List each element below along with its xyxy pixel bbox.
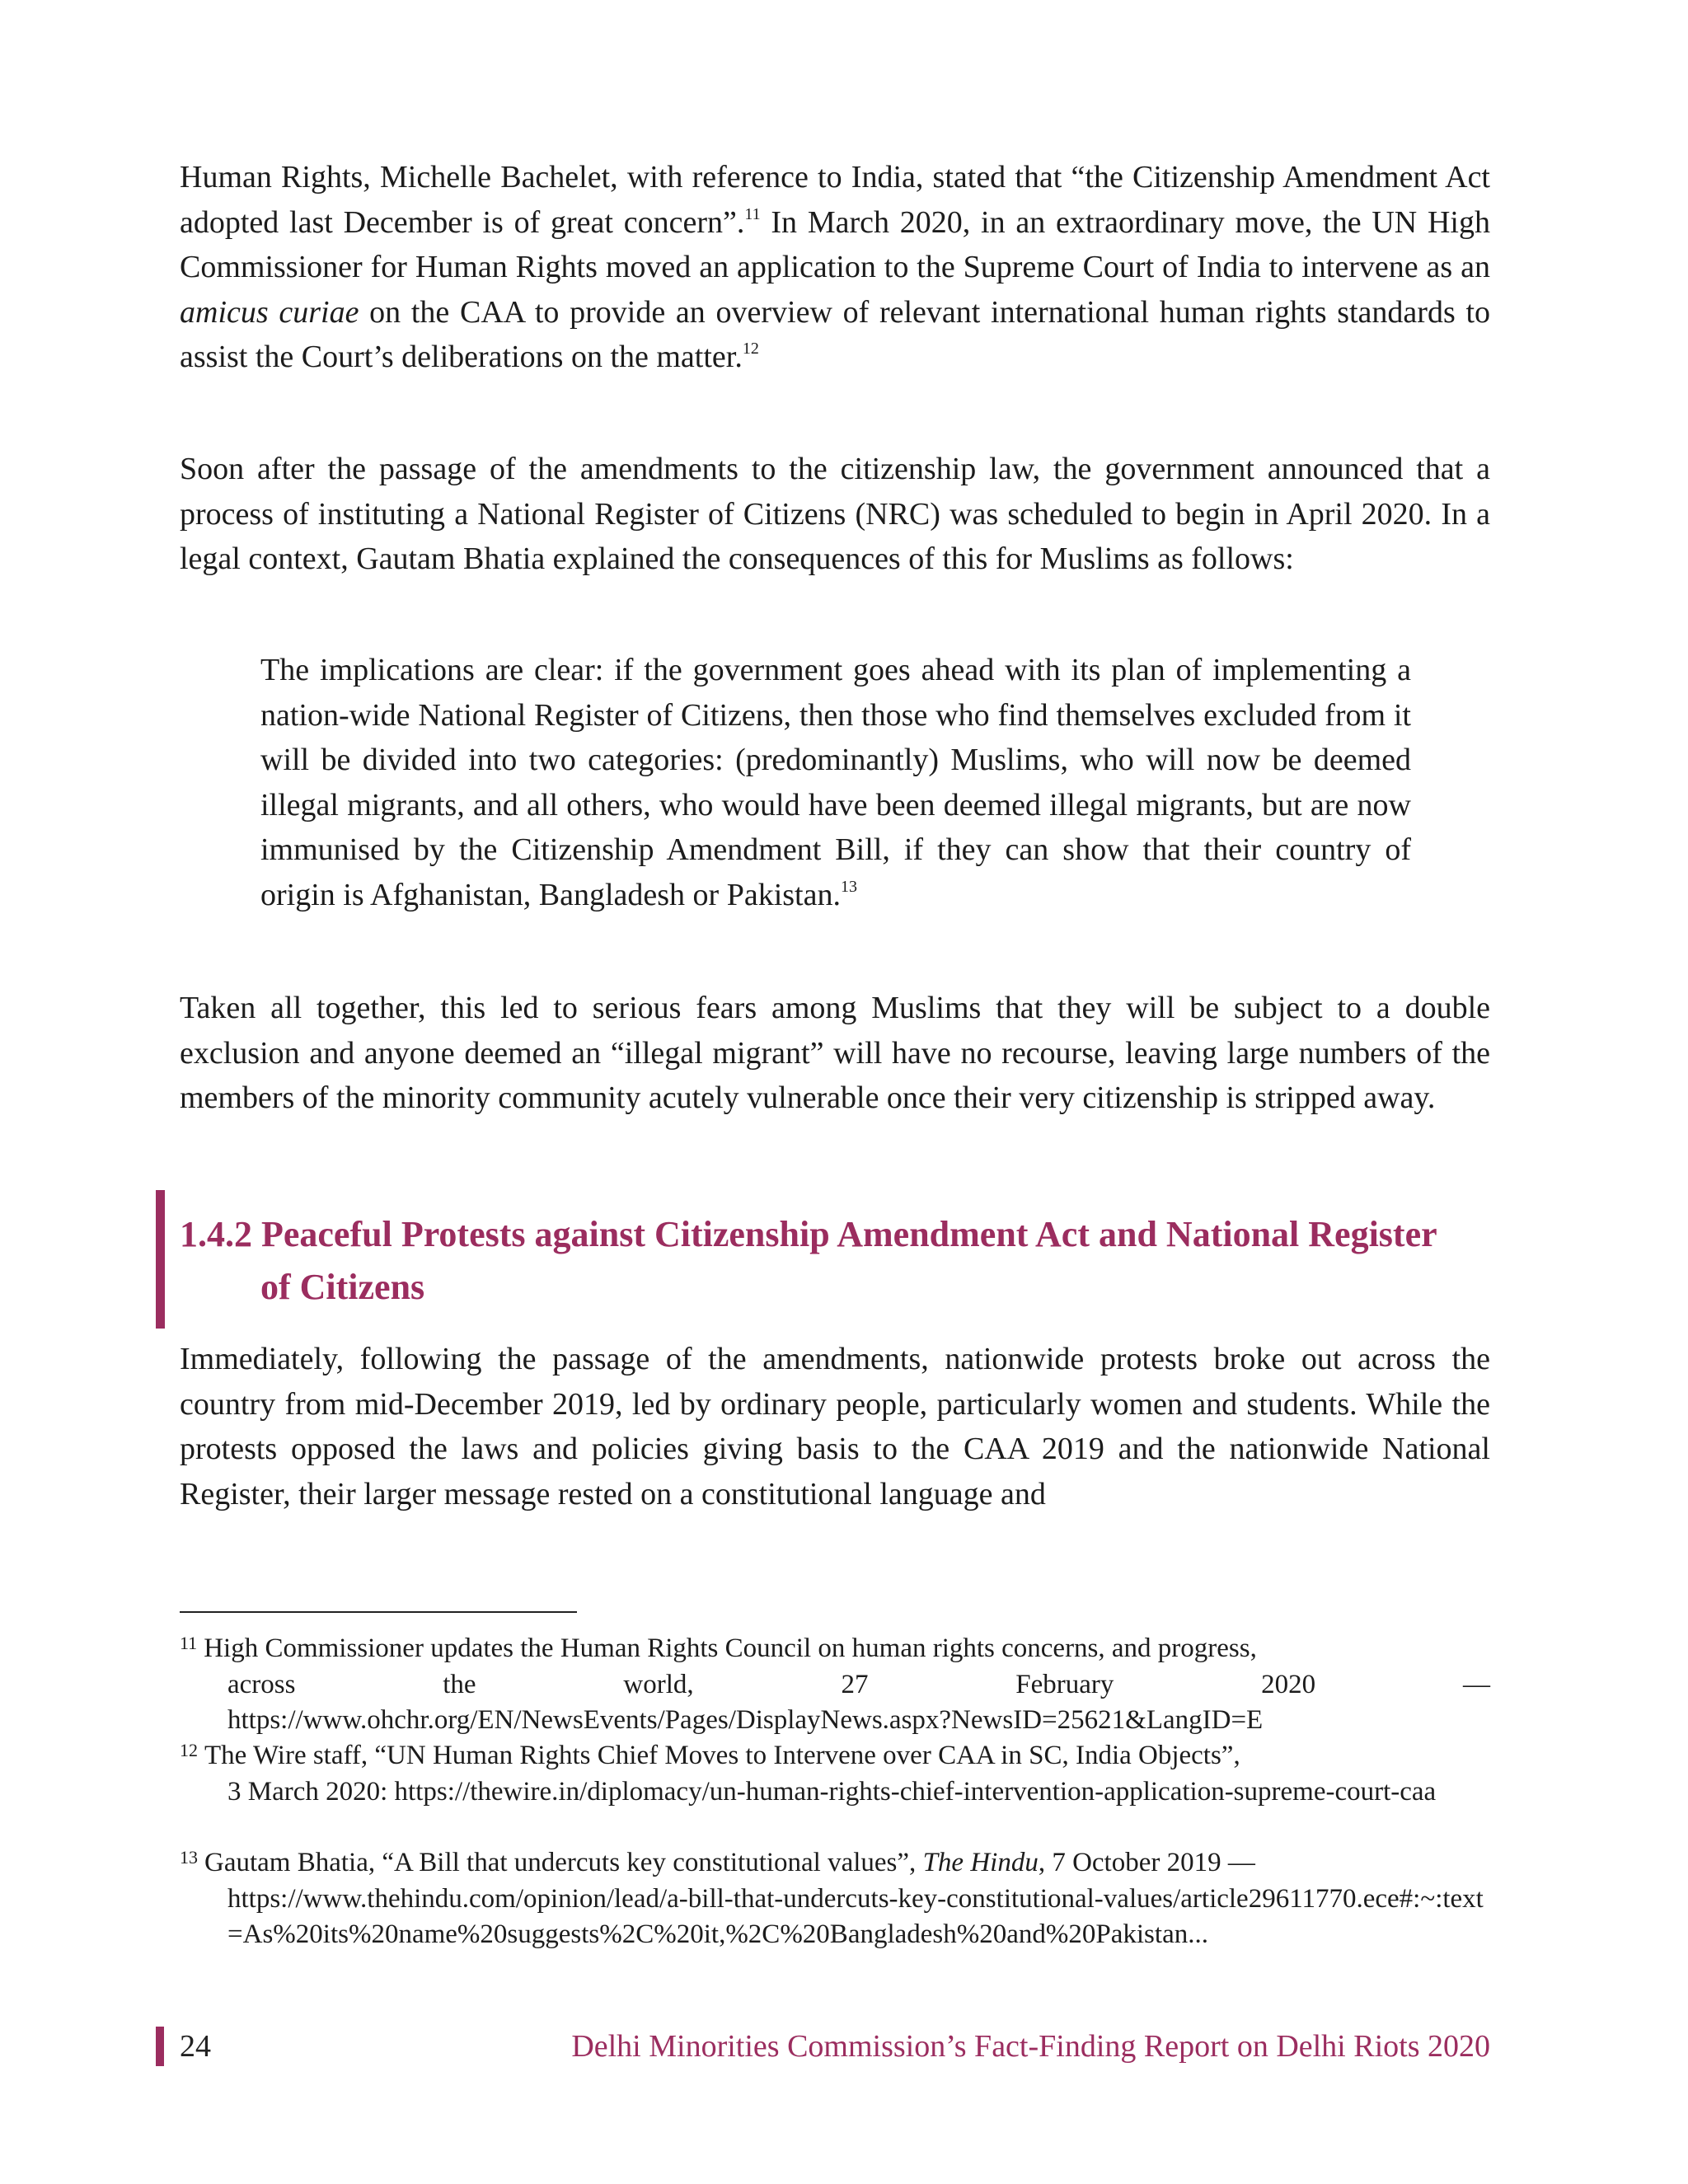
footnote-11-link[interactable]: https://www.ohchr.org/EN/NewsEvents/Pages/DisplayNews.aspx?NewsID=25621&LangID=E: [227, 1705, 1264, 1735]
paragraph-nrc: Soon after the passage of the amendments to the citizenship law, the government announced that a process of instituting a National Register of Citizens (NRC) was scheduled to begin in April 2020. In a legal context, Gautam Bhatia explained the consequences of this for Muslims as follows:: [180, 452, 1490, 576]
amicus-curiae-term: amicus curiae: [180, 294, 359, 330]
paragraph-fears: Taken all together, this led to serious fears among Muslims that they will be subject to a double exclusion and anyone deemed an “illegal migrant” will have no recourse, leaving large numbers of the members of the minority community acutely vulnerable once their very citizenship is stripped away.: [180, 991, 1490, 1115]
footnote-12: $^{12}$ The Wire staff, “UN Human Rights Chief Moves to Intervene over CAA in SC, India Objects”, 3 March 2020: https://thewire.in/diplomacy/un-human-rights-chief-intervention-application-supreme-court-caa: [180, 1740, 1437, 1807]
footnote-11: $^{11}$ High Commissioner updates the Human Rights Council on human rights concerns, and progress, across the world, 27 February 2020 — https://www.ohchr.org/EN/NewsEvents/Pages/DisplayNews.aspx?NewsID=25621&LangID=E: [180, 1625, 1490, 1739]
footnote-divider: [180, 1611, 577, 1613]
section-title-line1: Peaceful Protests against Citizenship Amendment Act and National Register: [261, 1214, 1437, 1254]
footnote-ref-11[interactable]: 11: [744, 204, 761, 223]
footnote-11-date-line: across the world, 27 February 2020 —: [227, 1669, 1490, 1699]
running-footer-title: Delhi Minorities Commission’s Fact-Finding Report on Delhi Riots 2020: [571, 2029, 1490, 2064]
section-title-line2: of Citizens: [260, 1267, 425, 1307]
section-number: 1.4.2: [180, 1214, 252, 1254]
publication-name: The Hindu: [922, 1848, 1039, 1877]
footnote-number: 13: [180, 1847, 198, 1868]
footer-accent-bar: [156, 2027, 164, 2066]
footnote-ref-12[interactable]: 12: [742, 340, 759, 358]
page-number: 24: [180, 2029, 211, 2064]
footnote-number: 12: [180, 1740, 198, 1760]
footnote-13: $^{13}$ Gautam Bhatia, “A Bill that undercuts key constitutional values”, The Hindu, 7 October 2019 — https://www.thehindu.com/opinion/lead/a-bill-that-undercuts-key-constitutional-values/article29611770.ece#:~:text=As%20its%20name%20suggests%2C%20it,%2C%20Bangladesh%20and%20Pakistan...: [180, 1840, 1490, 1953]
paragraph-protests: Immediately, following the passage of the amendments, nationwide protests broke out across the country from mid-December 2019, led by ordinary people, particularly women and students. While the protests opposed the laws and policies giving basis to the CAA 2019 and the nationwide National Register, their larger message rested on a constitutional language and: [180, 1342, 1490, 1511]
block-quote-bhatia: The implications are clear: if the government goes ahead with its plan of implementing a nation-wide National Register of Citizens, then those who find themselves excluded from it will be divided into two categories: (predominantly) Muslims, who will now be deemed illegal migrants, and all others, who would have been deemed illegal migrants, but are now immunised by the Citizenship Amendment Bill, if they can show that their country of origin is Afghanistan, Bangladesh or Pakistan.$^{13}$: [260, 653, 1411, 912]
footnote-ref-13[interactable]: 13: [840, 877, 857, 896]
paragraph-bachelet: Human Rights, Michelle Bachelet, with reference to India, stated that “the Citizenship Amendment Act adopted last December is of great concern”.$^{11}$ In March 2020, in an extraordinary move, the UN High Commissioner for Human Rights moved an application to the Supreme Court of India to intervene as an amicus curiae on the CAA to provide an overview of relevant international human rights standards to assist the Court’s deliberations on the matter.$^{12}$: [180, 160, 1490, 374]
footnote-12-date: 3 March 2020:: [227, 1776, 388, 1807]
footnote-13-link[interactable]: https://www.thehindu.com/opinion/lead/a-bill-that-undercuts-key-constitutional-values/article29611770.ece#:~:text=As%20its%20name%20suggests%2C%20it,%2C%20Bangladesh%20and%20Pakistan...: [227, 1883, 1484, 1949]
footnote-number: 11: [180, 1633, 198, 1653]
section-heading: [180, 1208, 1498, 1314]
heading-accent-bar: [156, 1190, 165, 1329]
footnote-12-link[interactable]: https://thewire.in/diplomacy/un-human-rights-chief-intervention-application-supreme-court-caa: [394, 1776, 1437, 1807]
